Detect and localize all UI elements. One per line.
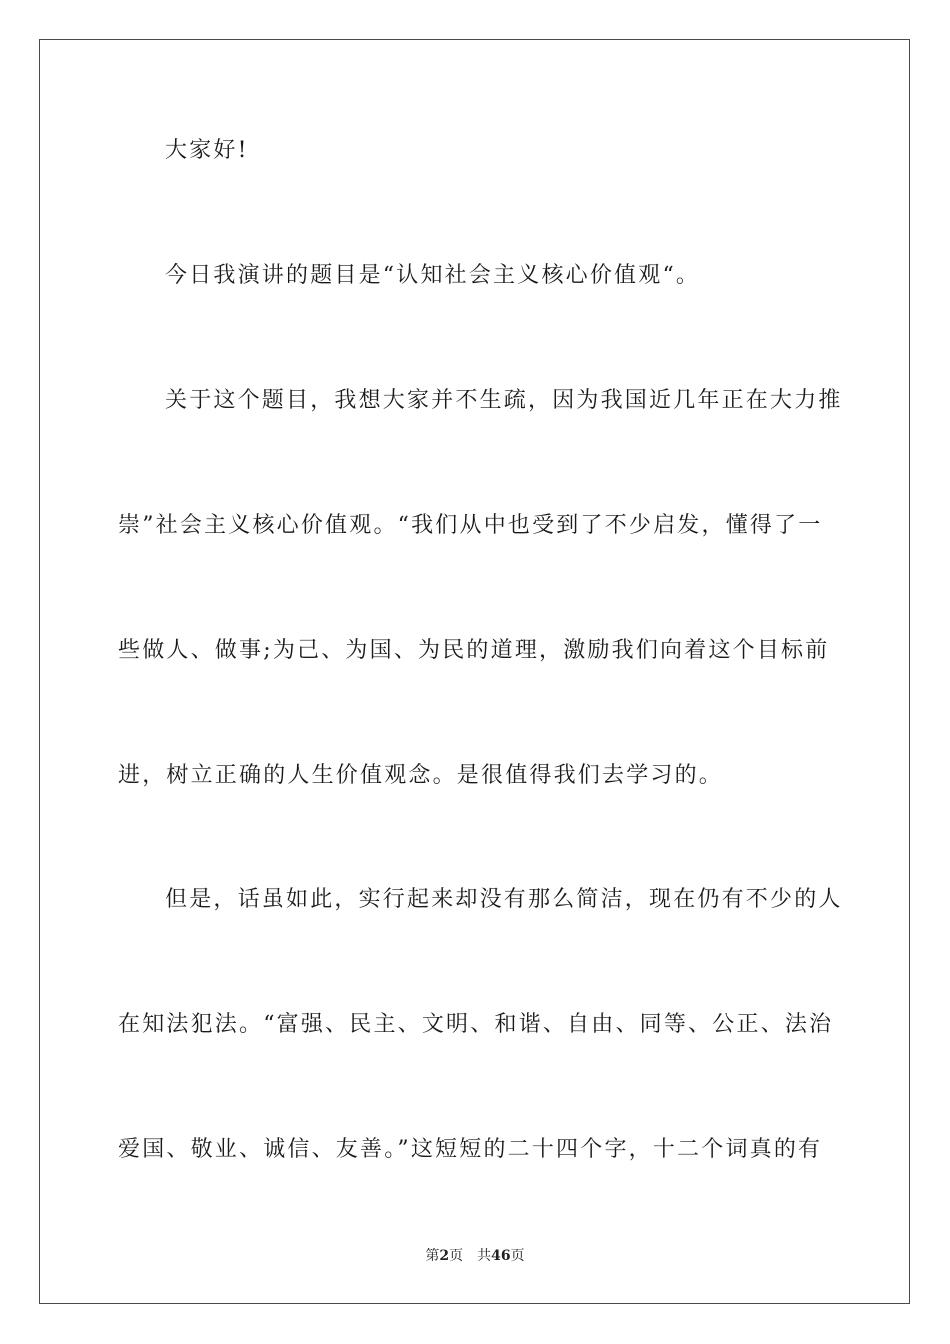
total-prefix: 共 [477, 1248, 492, 1264]
page-border [39, 39, 910, 1304]
paragraph-line: 爱国、敬业、诚信、友善。”这短短的二十四个字，十二个词真的有 [118, 1137, 823, 1162]
paragraph-line: 在知法犯法。“富强、民主、文明、和谐、自由、同等、公正、法治 [118, 1012, 834, 1037]
greeting-line: 大家好! [165, 138, 249, 163]
paragraph-line: 些做人、做事;为己、为国、为民的道理，激励我们向着这个目标前 [118, 638, 830, 663]
page-total-number: 46 [491, 1248, 511, 1264]
page-current-number: 2 [439, 1248, 450, 1264]
page-footer [0, 1246, 950, 1266]
paragraph-line: 崇”社会主义核心价值观。“我们从中也受到了不少启发，懂得了一 [118, 513, 823, 538]
paragraph-line: 进，树立正确的人生价值观念。是很值得我们去学习的。 [118, 763, 724, 788]
page-prefix: 第 [425, 1248, 440, 1264]
page-suffix: 页 [449, 1248, 464, 1264]
paragraph-line: 关于这个题目，我想大家并不生疏，因为我国近几年正在大力推 [165, 388, 843, 413]
paragraph-line: 但是，话虽如此，实行起来却没有那么简洁，现在仍有不少的人 [165, 887, 843, 912]
total-suffix: 页 [510, 1248, 525, 1264]
paragraph-line: 今日我演讲的题目是“认知社会主义核心价值观“。 [165, 263, 701, 288]
